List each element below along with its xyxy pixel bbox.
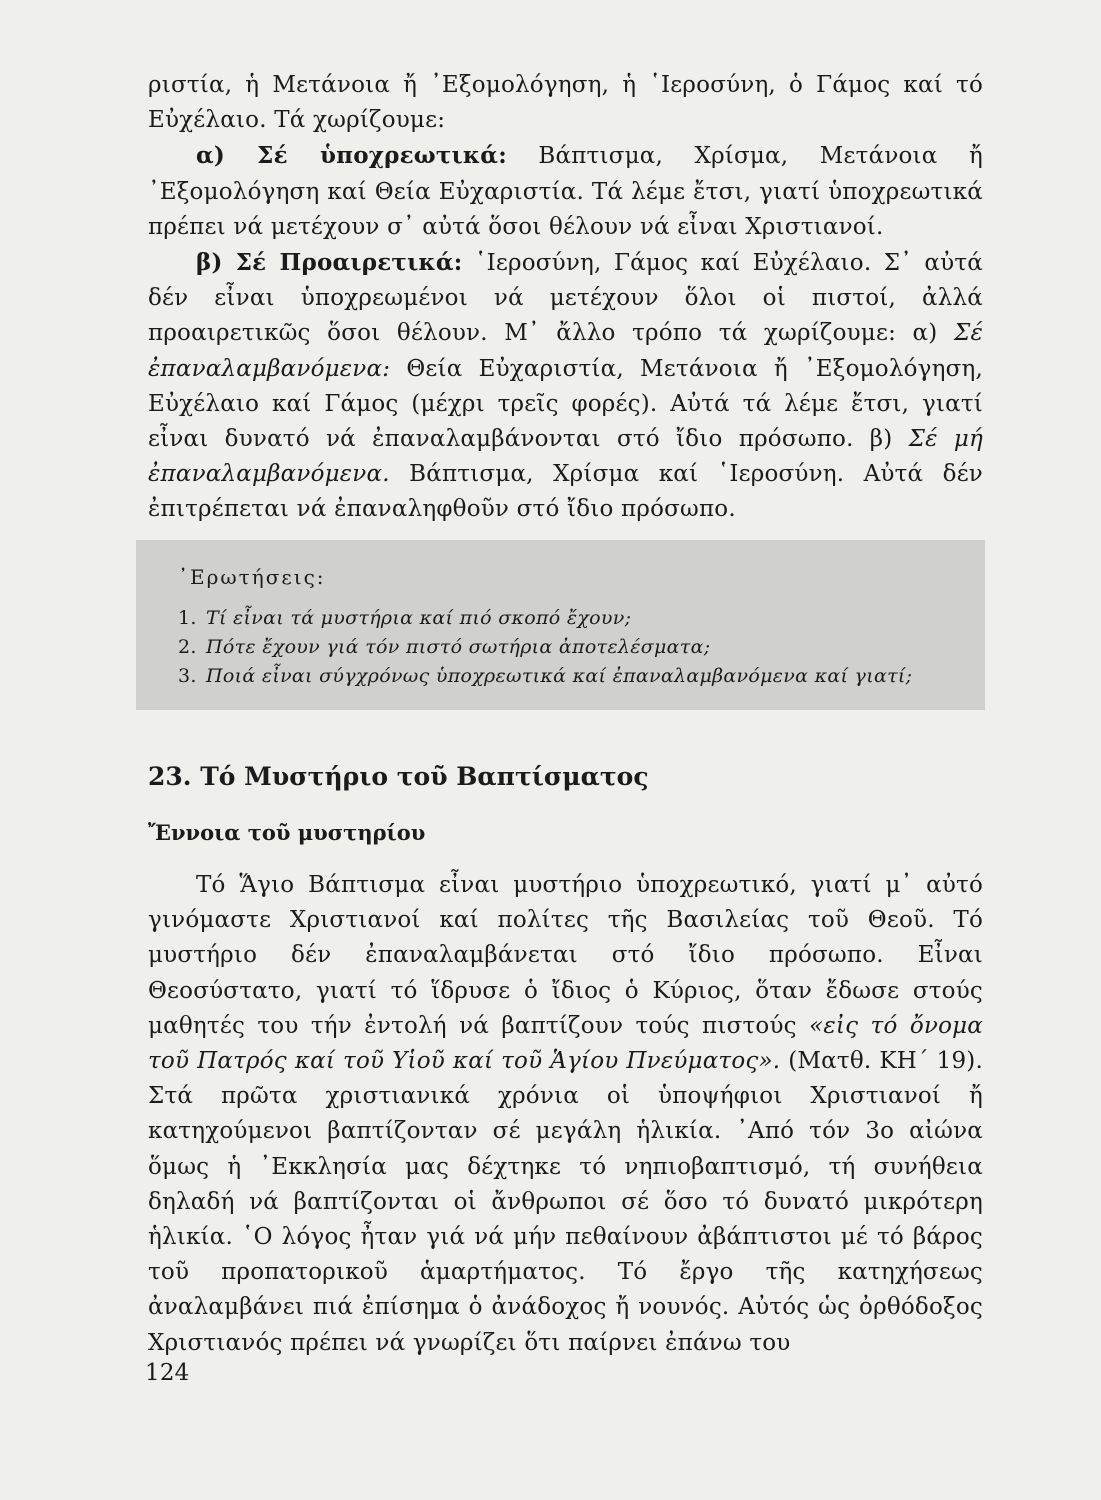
question-item xyxy=(178,633,912,662)
paragraph-optional xyxy=(148,245,983,528)
paragraph-obligatory xyxy=(148,138,983,245)
text-optional-c: Βάπτισμα, Χρίσμα καί ῾Ιεροσύνη. Αὐτά δέν ἐπιτρέπεται νά ἐπαναληφθοῦν στό ἴδιο πρόσωπο. xyxy=(148,461,983,523)
text-baptism-b: (Ματθ. ΚΗ΄ 19). Στά πρῶτα χριστιανικά χρόνια οἱ ὑποψήφιοι Χριστιανοί ἤ κατηχούμενοι βαπτίζονταν σέ μεγάλη ἡλικία. ᾿Από τόν 3ο αἰώνα ὅμως ἡ ᾿Εκκλησία μας δέχτηκε τό νηπιοβαπτισμό, τή συνήθεια δηλαδή νά βαπτίζονται οἱ ἄνθρωποι σέ ὅσο τό δυνατό μικρότερη ἡλικία. ῾Ο λόγος ἦταν γιά νά μήν πεθαίνουν ἀβάπτιστοι μέ τό βάρος τοῦ προπατορικοῦ ἁμαρτήματος. Τό ἔργο τῆς κατηχήσεως ἀναλαμβάνει πιά ἐπίσημα ὁ ἀνάδοχος ἤ νουνός. Αὐτός ὡς ὀρθόδοξος Χριστιανός πρέπει νά γνωρίζει ὅτι παίρνει ἐπάνω του xyxy=(148,1048,983,1356)
paragraph-intro: ριστία, ἡ Μετάνοια ἤ ᾿Εξομολόγηση, ἡ ῾Ιεροσύνη, ὁ Γάμος καί τό Εὐχέλαιο. Τά χωρίζουμε: xyxy=(148,72,983,134)
italic-repeatable: Σέ ἐπαναλαμβανόμενα: xyxy=(148,320,983,382)
question-number: 2. xyxy=(178,636,197,658)
questions-list xyxy=(178,604,912,691)
italic-non-repeatable: Σέ μή ἐπαναλαμβανόμενα. xyxy=(148,426,983,488)
text-optional-a: ῾Ιεροσύνη, Γάμος καί Εὐχέλαιο. Σ᾿ αὐτά δέν εἶναι ὑποχρεωμένοι νά μετέχουν ὅλοι οἱ πιστοί, ἀλλά προαιρετικῶς ὅσοι θέλουν. Μ᾿ ἄλλο τρόπο τά χωρίζουμε: α) xyxy=(148,250,984,347)
text-optional-b: Θεία Εὐχαριστία, Μετάνοια ἤ ᾿Εξομολόγηση, Εὐχέλαιο καί Γάμος (μέχρι τρεῖς φορές). Αὐτά τά λέμε ἔτσι, γιατί εἶναι δυνατό νά ἐπαναλαμβάνονται στό ἴδιο πρόσωπο. β) xyxy=(148,355,983,453)
questions-title: ᾿Ερωτήσεις: xyxy=(178,565,326,589)
question-text: Πότε ἔχουν γιά τόν πιστό σωτήρια ἀποτελέσματα; xyxy=(206,636,711,658)
label-optional: β) Σέ Προαιρετικά: xyxy=(196,249,463,277)
paragraph-baptism xyxy=(148,868,983,1361)
question-item xyxy=(178,662,912,691)
section-subheading: Ἔννοια τοῦ μυστηρίου xyxy=(148,820,426,845)
question-text: Τί εἶναι τά μυστήρια καί πιό σκοπό ἔχουν; xyxy=(206,607,632,629)
page-number: 124 xyxy=(145,1360,190,1386)
italic-quote: «εἰς τό ὄνομα τοῦ Πατρός καί τοῦ Υἱοῦ καί τοῦ Ἁγίου Πνεύματος». xyxy=(148,1012,984,1075)
section-heading: 23. Τό Μυστήριο τοῦ Βαπτίσματος xyxy=(148,762,649,791)
text-obligatory: Βάπτισμα, Χρίσμα, Μετάνοια ἤ ᾿Εξομολόγηση καί Θεία Εὐχαριστία. Τά λέμε ἔτσι, γιατί ὑποχρεωτικά πρέπει νά μετέχουν σ᾿ αὐτά ὅσοι θέλουν νά εἶναι Χριστιανοί. xyxy=(148,143,983,240)
text-baptism-a: Τό Ἅγιο Βάπτισμα εἶναι μυστήριο ὑποχρεωτικό, γιατί μ᾿ αὐτό γινόμαστε Χριστιανοί καί πολίτες τῆς Βασιλείας τοῦ Θεοῦ. Τό μυστήριο δέν ἐπαναλαμβάνεται στό ἴδιο πρόσωπο. Εἶναι Θεοσύστατο, γιατί τό ἵδρυσε ὁ ἴδιος ὁ Κύριος, ὅταν ἔδωσε στούς μαθητές του τήν ἐντολή νά βαπτίζουν τούς πιστούς xyxy=(148,872,983,1039)
top-text-block xyxy=(148,68,983,528)
question-text: Ποιά εἶναι σύγχρόνως ὑποχρεωτικά καί ἐπαναλαμβανόμενα καί γιατί; xyxy=(206,665,913,687)
question-number: 1. xyxy=(178,607,197,629)
label-obligatory: α) Σέ ὑποχρεωτικά: xyxy=(196,142,507,170)
question-item xyxy=(178,604,912,633)
question-number: 3. xyxy=(178,665,197,687)
baptism-text-block xyxy=(148,868,983,1361)
